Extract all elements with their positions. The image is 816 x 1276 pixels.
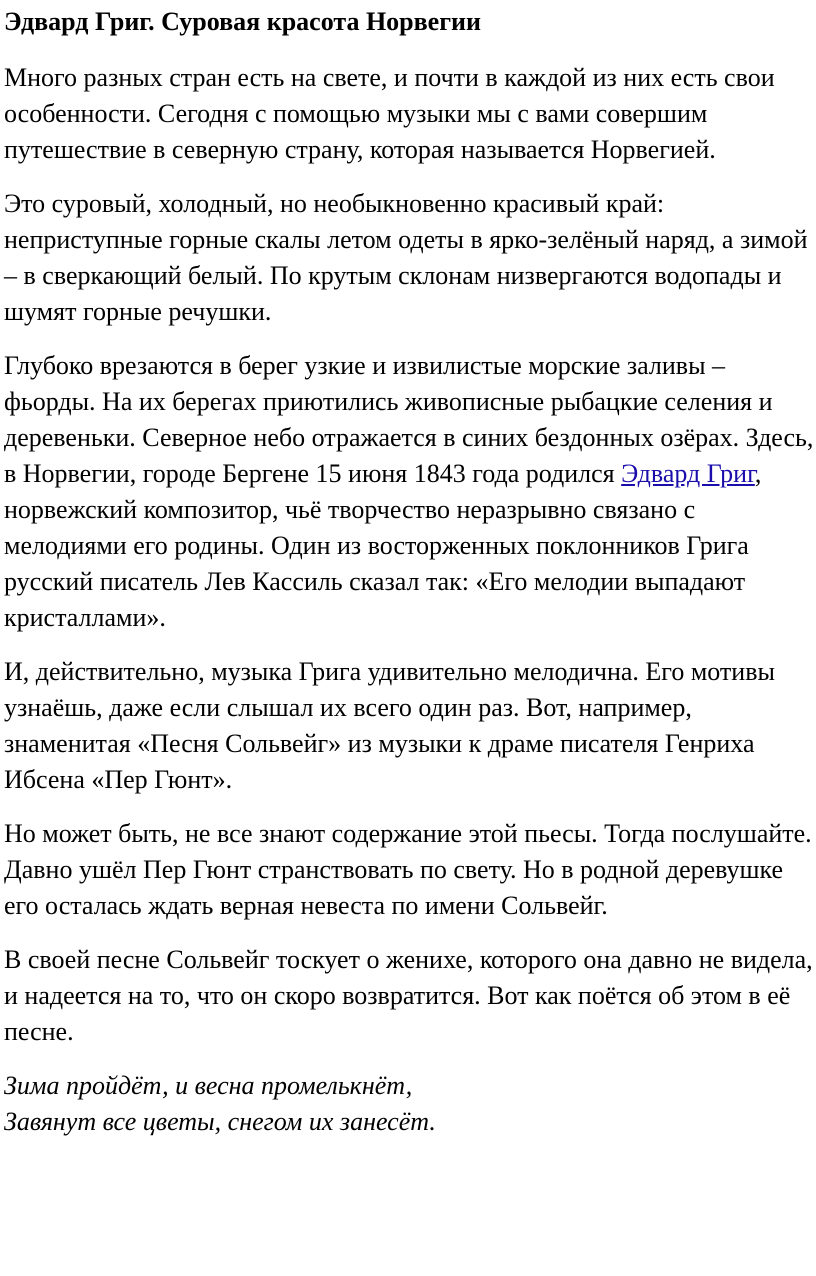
paragraph-fjords-text-start: Глубоко врезаются в берег узкие и извилистые морские заливы – фьорды. На их берегах приютились живописные рыбацкие селения и деревеньки. Северное небо отражается в синих бездонных озёрах. Здесь, в Норвегии, городе Бергене 15 июня 1843 года родился	[4, 351, 814, 488]
verse-line-2: Завянут все цветы, снегом их занесёт.	[4, 1107, 436, 1136]
verse-line-1: Зима пройдёт, и весна промелькнёт,	[4, 1071, 413, 1100]
grieg-link[interactable]: Эдвард Григ	[621, 459, 755, 488]
paragraph-melody: И, действительно, музыка Грига удивительно мелодична. Его мотивы узнаёшь, даже если слышал их всего один раз. Вот, например, знаменитая «Песня Сольвейг» из музыки к драме писателя Генриха Ибсена «Пер Гюнт».	[4, 657, 775, 794]
song-verse	[4, 1068, 816, 1140]
paragraph-fjords-text-end: , норвежский композитор, чьё творчество неразрывно связано с мелодиями его родины. Один из восторженных поклонников Грига русский писатель Лев Кассиль сказал так: «Его мелодии выпадают кристаллами».	[4, 459, 762, 632]
paragraph-solveig-song: В своей песне Сольвейг тоскует о женихе, которого она давно не видела, и надеется на то, что он скоро возвратится. Вот как поётся об этом в её песне.	[4, 945, 813, 1046]
paragraph-fjords	[4, 348, 816, 636]
paragraph-intro: Много разных стран есть на свете, и почти в каждой из них есть свои особенности. Сегодня с помощью музыки мы с вами совершим путешествие в северную страну, которая называется Норвегией.	[4, 63, 775, 164]
paragraph-landscape: Это суровый, холодный, но необыкновенно красивый край: неприступные горные скалы летом одеты в ярко-зелёный наряд, а зимой – в сверкающий белый. По крутым склонам низвергаются водопады и шумят горные речушки.	[4, 189, 808, 326]
document-title: Эдвард Григ. Суровая красота Норвегии	[4, 7, 481, 36]
paragraph-peer-gynt: Но может быть, не все знают содержание этой пьесы. Тогда послушайте. Давно ушёл Пер Гюнт странствовать по свету. Но в родной деревушке его осталась ждать верная невеста по имени Сольвейг.	[4, 819, 812, 920]
